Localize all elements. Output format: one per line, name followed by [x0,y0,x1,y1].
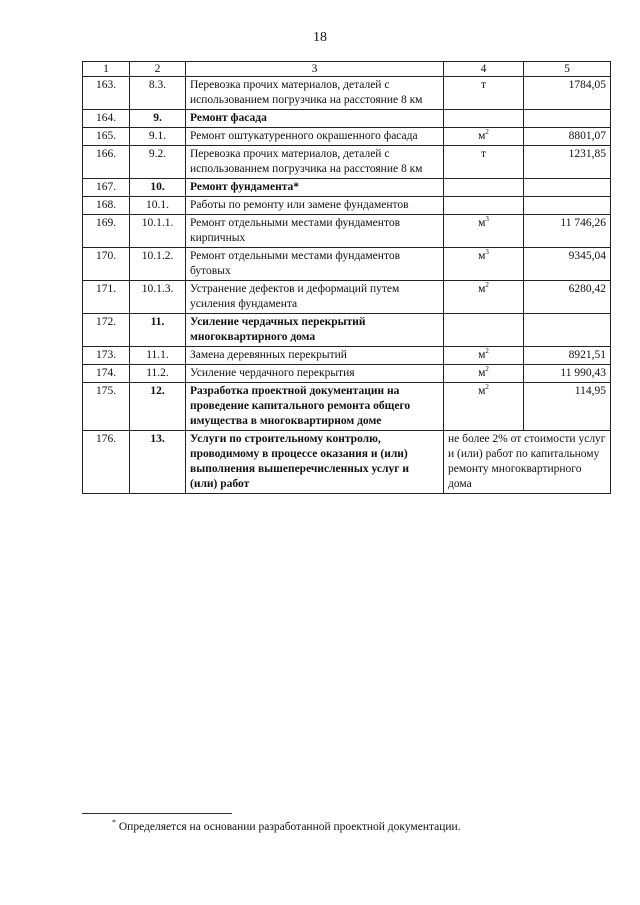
row-number-cell: 175. [83,383,130,431]
unit-cell [444,110,524,128]
volume-cell: 114,95 [524,383,611,431]
unit-cell [444,347,524,365]
row-number-cell: 168. [83,197,130,215]
unit-cell [444,281,524,314]
item-code-cell: 11. [130,314,186,347]
table-row [83,431,611,494]
unit-exponent: 2 [485,281,489,290]
unit-cell [444,215,524,248]
work-name-cell: Работы по ремонту или замене фундаментов [186,197,444,215]
row-number-cell: 173. [83,347,130,365]
work-name-cell: Устранение дефектов и деформаций путем усиления фундамента [186,281,444,314]
volume-cell [524,314,611,347]
row-number-cell: 167. [83,179,130,197]
volume-cell: 11 990,43 [524,365,611,383]
unit-text: м [478,217,486,229]
item-code-cell: 11.2. [130,365,186,383]
row-number-cell: 166. [83,146,130,179]
volume-cell: 1784,05 [524,77,611,110]
volume-cell: 1231,85 [524,146,611,179]
header-cell: 1 [83,62,130,77]
row-number-cell: 164. [83,110,130,128]
item-code-cell: 10.1. [130,197,186,215]
header-cell: 2 [130,62,186,77]
header-cell: 5 [524,62,611,77]
works-table [82,61,611,494]
unit-cell [444,128,524,146]
unit-cell [444,314,524,347]
table-row [83,314,611,347]
table-row [83,248,611,281]
volume-cell: 6280,42 [524,281,611,314]
item-code-cell: 11.1. [130,347,186,365]
unit-text: т [480,148,487,160]
work-name-cell: Замена деревянных перекрытий [186,347,444,365]
header-cell: 3 [186,62,444,77]
work-name-cell: Ремонт фундамента* [186,179,444,197]
item-code-cell: 9.2. [130,146,186,179]
unit-text: т [480,79,487,91]
volume-cell: 9345,04 [524,248,611,281]
row-number-cell: 169. [83,215,130,248]
page-number: 18 [313,30,327,45]
item-code-cell: 9. [130,110,186,128]
unit-cell [444,248,524,281]
table-row [83,347,611,365]
table-row [83,281,611,314]
table-row [83,128,611,146]
work-name-cell: Разработка проектной документации на проведение капитального ремонта общего имущества в многоквартирном доме [186,383,444,431]
unit-text: м [478,130,486,142]
unit-cell [444,77,524,110]
footnote-text: Определяется на основании разработанной проектной документации. [118,821,461,833]
unit-exponent: 2 [485,347,489,356]
header-cell: 4 [444,62,524,77]
unit-exponent: 2 [485,383,489,392]
volume-cell: 11 746,26 [524,215,611,248]
table-row [83,215,611,248]
unit-cell [444,146,524,179]
unit-cell [444,365,524,383]
volume-cell [524,179,611,197]
footnote-divider [82,813,232,814]
unit-exponent: 3 [485,215,489,224]
footnote-mark: * [112,818,116,828]
unit-cell [444,197,524,215]
item-code-cell: 10. [130,179,186,197]
item-code-cell: 13. [130,431,186,494]
unit-text: м [478,385,486,397]
row-number-cell: 163. [83,77,130,110]
unit-text: м [478,283,486,295]
work-name-cell: Ремонт оштукатуренного окрашенного фасада [186,128,444,146]
unit-text: м [478,349,486,361]
volume-cell [524,110,611,128]
table-row [83,146,611,179]
table-row [83,383,611,431]
unit-cell [444,179,524,197]
row-number-cell: 171. [83,281,130,314]
table-row [83,197,611,215]
work-name-cell: Услуги по строительному контролю, проводимому в процессе оказания и (или) выполнения вышеперечисленных услуг и (или) работ [186,431,444,494]
work-name-cell: Усиление чердачных перекрытий многоквартирного дома [186,314,444,347]
unit-text: м [478,367,486,379]
volume-cell: 8921,51 [524,347,611,365]
table-header-row [83,62,611,77]
item-code-cell: 10.1.2. [130,248,186,281]
unit-cell [444,383,524,431]
work-name-cell: Ремонт фасада [186,110,444,128]
work-name-cell: Усиление чердачного перекрытия [186,365,444,383]
row-number-cell: 170. [83,248,130,281]
item-code-cell: 8.3. [130,77,186,110]
unit-exponent: 2 [485,365,489,374]
table-row [83,110,611,128]
unit-exponent: 2 [485,128,489,137]
cost-note-cell: не более 2% от стоимости услуг и (или) работ по капитальному ремонту многоквартирного дома [444,431,611,494]
footnote [112,818,592,833]
item-code-cell: 9.1. [130,128,186,146]
work-name-cell: Перевозка прочих материалов, деталей с использованием погрузчика на расстояние 8 км [186,146,444,179]
item-code-cell: 10.1.1. [130,215,186,248]
table-row [83,77,611,110]
item-code-cell: 12. [130,383,186,431]
row-number-cell: 174. [83,365,130,383]
item-code-cell: 10.1.3. [130,281,186,314]
work-name-cell: Перевозка прочих материалов, деталей с использованием погрузчика на расстояние 8 км [186,77,444,110]
unit-exponent: 3 [485,248,489,257]
table-row [83,179,611,197]
work-name-cell: Ремонт отдельными местами фундаментов кирпичных [186,215,444,248]
table-row [83,365,611,383]
volume-cell [524,197,611,215]
work-name-cell: Ремонт отдельными местами фундаментов бутовых [186,248,444,281]
row-number-cell: 165. [83,128,130,146]
row-number-cell: 176. [83,431,130,494]
row-number-cell: 172. [83,314,130,347]
volume-cell: 8801,07 [524,128,611,146]
unit-text: м [478,250,486,262]
